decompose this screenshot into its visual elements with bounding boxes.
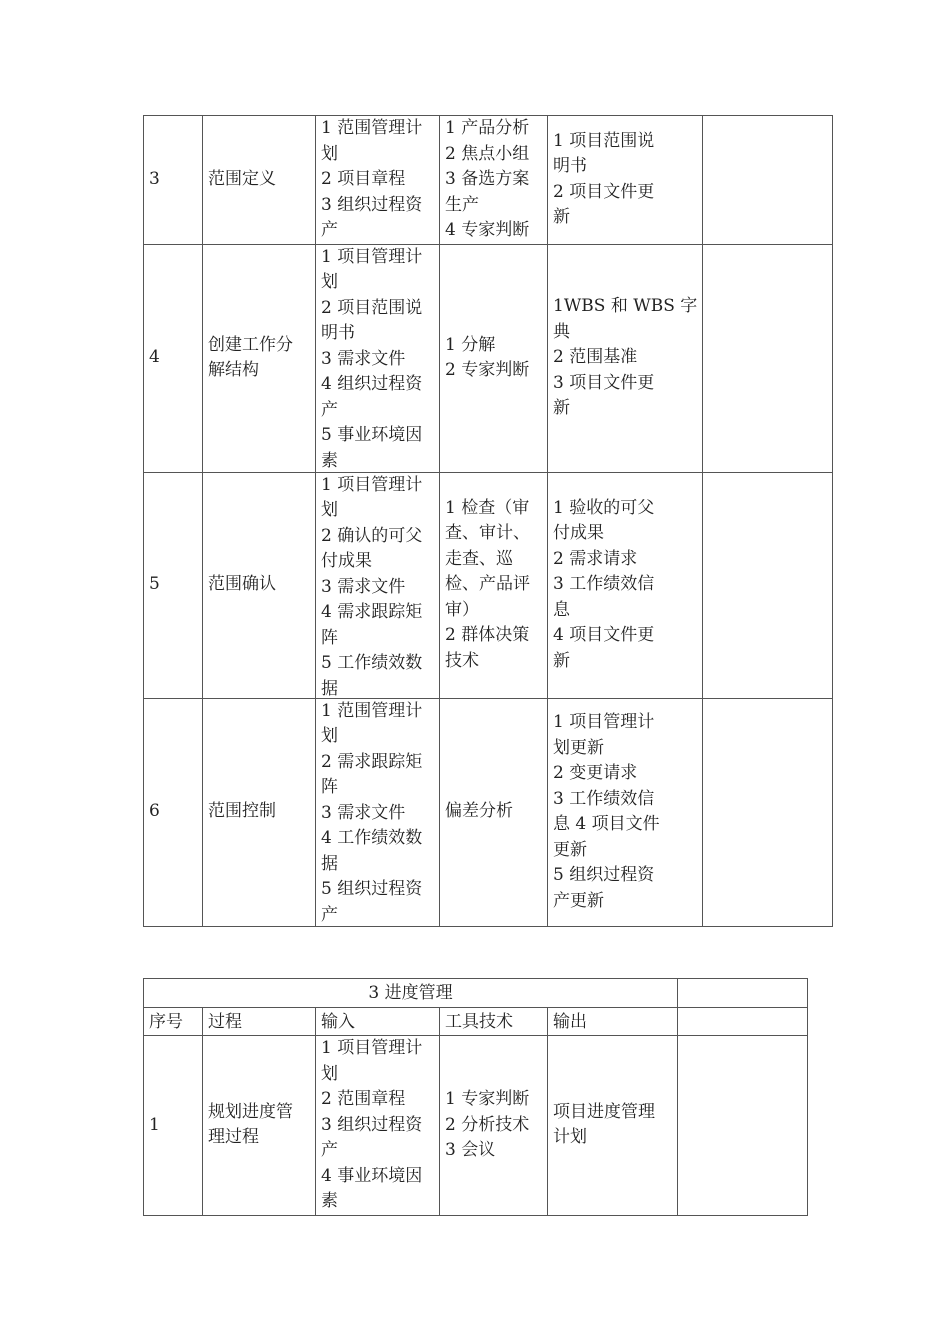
row-number [144,698,203,926]
inputs [316,1036,440,1216]
process-name [203,1036,316,1216]
outputs-line: 4 项目文件更 [553,625,655,646]
inputs-line: 划 [321,143,338,164]
inputs-line: 4 需求跟踪矩 [321,602,423,622]
inputs-line: 划 [321,272,338,292]
header-tools: 工具技术 [440,1008,548,1036]
outputs-line: 2 需求请求 [553,548,638,569]
inputs-line: 1 项目管理计 [321,246,423,267]
outputs [548,698,703,926]
tools-techniques-line: 走查、巡 [445,548,513,569]
row-number [144,244,203,472]
inputs [316,116,440,245]
process-name [203,116,316,245]
tools-techniques [440,244,548,472]
extra-cell [703,244,833,472]
process-name-line: 范围定义 [208,169,276,189]
inputs-line: 据 [321,678,338,697]
outputs-line: 2 变更请求 [553,763,638,783]
table-row [144,116,833,245]
header-row [144,1008,808,1036]
extra-cell [703,472,833,698]
inputs-line: 3 需求文件 [321,348,406,369]
tools-techniques-line: 4 专家判断 [445,220,530,240]
tools-techniques-line: 查、审计、 [445,523,530,544]
inputs-line: 据 [321,853,338,874]
outputs-line: 息 [553,599,570,620]
section-title-row [144,979,808,1008]
outputs [548,472,703,698]
inputs-line: 3 需求文件 [321,802,406,823]
outputs-line: 1 项目范围说 [553,130,655,151]
header-no: 序号 [144,1008,203,1036]
process-name-line: 范围确认 [208,574,276,595]
inputs-line: 2 确认的可父 [321,525,423,546]
tools-techniques-line: 1 产品分析 [445,118,530,138]
extra-cell [678,1036,808,1216]
tools-techniques [440,698,548,926]
inputs-line: 产 [321,904,338,925]
tools-techniques [440,1036,548,1216]
inputs-line: 划 [321,500,338,520]
outputs-line: 1 验收的可父 [553,497,655,518]
inputs-line: 1 项目管理计 [321,1038,423,1058]
tools-techniques-line: 2 焦点小组 [445,143,530,164]
tools-techniques-line: 生产 [445,194,479,215]
outputs-line: 1 项目管理计 [553,712,655,732]
inputs-line: 产 [321,1140,338,1160]
inputs-line: 3 组织过程资 [321,1114,423,1135]
inputs-line: 4 事业环境因 [321,1165,423,1186]
inputs-line: 付成果 [321,551,372,571]
outputs-line: 划更新 [553,737,604,758]
tools-techniques-line: 2 分析技术 [445,1114,530,1135]
tools-techniques-line: 检、产品评 [445,574,530,595]
outputs-line: 计划 [553,1127,587,1148]
row-number-line: 6 [149,801,160,822]
tools-techniques-line: 1 分解 [445,334,496,355]
inputs-line: 1 项目管理计 [321,474,423,495]
inputs [316,472,440,698]
outputs-line: 息 4 项目文件 [553,814,660,834]
inputs-line: 4 组织过程资 [321,374,423,394]
inputs-line: 5 组织过程资 [321,879,423,899]
process-name-line: 规划进度管 [208,1101,293,1122]
tools-techniques-line: 1 专家判断 [445,1089,530,1109]
tools-techniques [440,472,548,698]
tools-techniques-line: 3 备选方案 [445,169,530,189]
tools-techniques-line: 偏差分析 [445,801,513,822]
header-extra [678,1008,808,1036]
outputs-line: 2 项目文件更 [553,181,655,202]
table-row [144,472,833,698]
inputs-line: 1 范围管理计 [321,700,423,721]
inputs-line: 3 需求文件 [321,576,406,597]
outputs-line: 新 [553,398,570,419]
table-row [144,1036,808,1216]
section-title-extra [678,979,808,1008]
inputs-line: 2 需求跟踪矩 [321,751,423,772]
tools-techniques-line: 2 专家判断 [445,360,530,380]
inputs-line: 素 [321,1191,338,1211]
inputs-line: 2 项目章程 [321,169,406,189]
outputs-line: 1WBS 和 WBS 字 [553,296,698,317]
row-number-line: 4 [149,347,160,368]
inputs-line: 5 工作绩效数 [321,653,423,673]
outputs-line: 付成果 [553,523,604,544]
header-input: 输入 [316,1008,440,1036]
tools-techniques-line: 1 检查（审 [445,497,530,518]
inputs-line: 2 项目范围说 [321,297,423,318]
tools-techniques-line: 技术 [445,650,479,671]
inputs-line: 划 [321,726,338,746]
outputs-line: 典 [553,321,570,342]
outputs [548,116,703,245]
process-name-line: 解结构 [208,360,259,380]
inputs-line: 1 范围管理计 [321,118,423,138]
process-name [203,698,316,926]
inputs-line: 5 事业环境因 [321,425,423,445]
outputs-line: 3 工作绩效信 [553,574,655,595]
inputs-line: 明书 [321,323,355,343]
inputs-line: 3 组织过程资 [321,194,423,215]
process-name-line: 范围控制 [208,801,276,822]
process-name-line: 理过程 [208,1127,259,1148]
process-name [203,472,316,698]
outputs-line: 项目进度管理 [553,1101,655,1122]
outputs-line: 5 组织过程资 [553,865,655,885]
inputs-line: 阵 [321,777,338,797]
row-number-line: 5 [149,574,160,595]
row-number-line: 3 [149,169,160,189]
inputs-line: 产 [321,220,338,240]
outputs-line: 3 项目文件更 [553,372,655,393]
tools-techniques [440,116,548,245]
inputs-line: 2 范围章程 [321,1089,406,1109]
header-process: 过程 [203,1008,316,1036]
tools-techniques-line: 3 会议 [445,1140,496,1160]
outputs [548,244,703,472]
table-row [144,244,833,472]
outputs-line: 2 范围基准 [553,347,638,368]
outputs-line: 更新 [553,839,587,860]
inputs-line: 素 [321,450,338,471]
process-name [203,244,316,472]
outputs [548,1036,678,1216]
row-number [144,472,203,698]
outputs-line: 明书 [553,156,587,177]
outputs-line: 新 [553,207,570,228]
inputs-line: 4 工作绩效数 [321,828,423,848]
outputs-line: 3 工作绩效信 [553,788,655,809]
inputs-line: 划 [321,1063,338,1084]
schedule-management-table [143,978,808,1216]
extra-cell [703,698,833,926]
inputs-line: 阵 [321,627,338,648]
process-name-line: 创建工作分 [208,334,293,355]
scope-management-table [143,115,833,927]
inputs-line: 产 [321,399,338,420]
outputs-line: 产更新 [553,890,604,911]
table-row [144,698,833,926]
tools-techniques-line: 2 群体决策 [445,625,530,646]
row-number-line: 1 [149,1114,160,1135]
section-title: 3 进度管理 [144,979,678,1008]
header-output: 输出 [548,1008,678,1036]
extra-cell [703,116,833,245]
outputs-line: 新 [553,650,570,671]
tools-techniques-line: 审） [445,599,479,620]
inputs [316,244,440,472]
inputs [316,698,440,926]
row-number [144,1036,203,1216]
row-number [144,116,203,245]
